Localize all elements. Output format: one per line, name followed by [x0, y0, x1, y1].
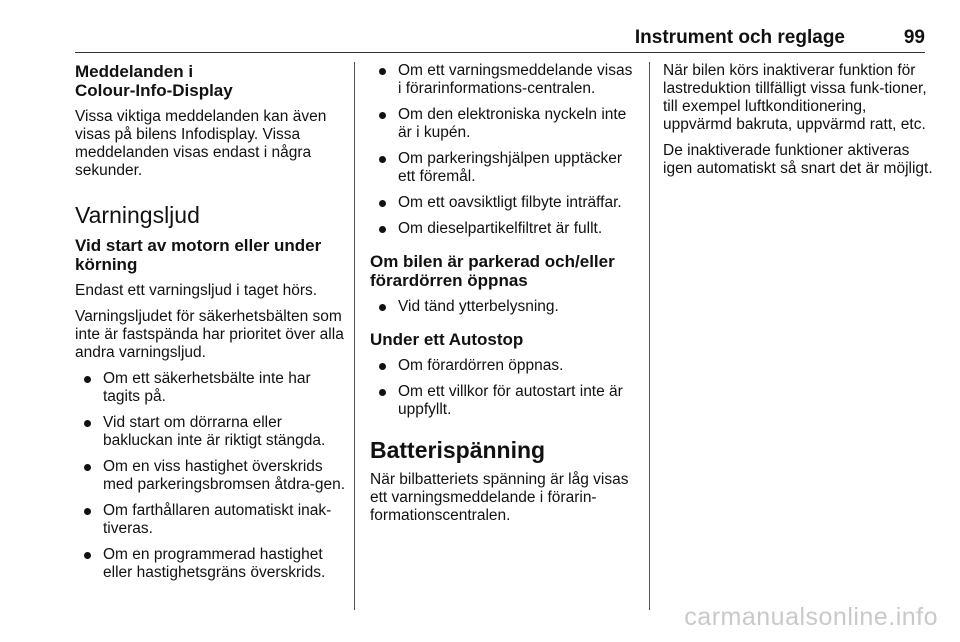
- paragraph-meddelanden: Vissa viktiga meddelanden kan även visas på bilens Infodisplay. Vissa meddelanden visas endast i några sekunder.: [75, 108, 327, 179]
- list-item: Vid start om dörrarna eller bakluckan inte är riktigt stängda.: [75, 414, 347, 450]
- paragraph-aktiveras: De inaktiverade funktioner aktiveras igen automatiskt så snart det är möjligt.: [663, 142, 933, 177]
- list-item: Om ett oavsiktligt filbyte inträffar.: [370, 194, 638, 212]
- list-item: Vid tänd ytterbelysning.: [370, 298, 638, 316]
- paragraph-inaktiverar: När bilen körs inaktiverar funktion för lastreduktion tillfälligt vissa funk-tioner, till exempel luftkonditionering, uppvärmd bakruta, uppvärmd ratt, etc.: [663, 62, 927, 133]
- column-right: [663, 62, 935, 186]
- bullet-list-varningsljud: [75, 370, 347, 582]
- heading-parkerad: Om bilen är parkerad och/eller förardörren öppnas: [370, 252, 615, 290]
- list-item: Om den elektroniska nyckeln inte är i kupén.: [370, 106, 638, 142]
- page-header: [75, 22, 925, 53]
- bullet-icon: [379, 156, 386, 163]
- bullet-icon: [84, 376, 91, 383]
- list-item: Om farthållaren automatiskt inak-tiveras.: [75, 502, 347, 538]
- list-item: Om förardörren öppnas.: [370, 357, 638, 375]
- column-middle: [370, 62, 638, 533]
- heading-vid-start: Vid start av motorn eller under körning: [75, 236, 322, 274]
- bullet-icon: [379, 112, 386, 119]
- bullet-icon: [379, 389, 386, 396]
- heading-meddelanden: Meddelanden i Colour-Info-Display: [75, 62, 233, 100]
- list-item: Om ett villkor för autostart inte är uppfyllt.: [370, 383, 638, 419]
- bullet-icon: [379, 304, 386, 311]
- column-divider-right: [649, 62, 650, 610]
- bullet-icon: [379, 363, 386, 370]
- bullet-icon: [379, 200, 386, 207]
- heading-batterispanning: Batterispänning: [370, 437, 546, 463]
- heading-autostop: Under ett Autostop: [370, 330, 524, 349]
- page-number: 99: [903, 27, 925, 48]
- paragraph-batteri: När bilbatteriets spänning är låg visas ett varningsmeddelande i förarin-formationscentralen.: [370, 471, 629, 524]
- bullet-icon: [84, 508, 91, 515]
- list-item: Om en programmerad hastighet eller hastighetsgräns överskrids.: [75, 546, 347, 582]
- bullet-icon: [84, 464, 91, 471]
- bullet-icon: [379, 68, 386, 75]
- list-item: Om en viss hastighet överskrids med parkeringsbromsen åtdra-gen.: [75, 458, 347, 494]
- heading-varningsljud: Varningsljud: [75, 202, 200, 228]
- list-item: Om dieselpartikelfiltret är fullt.: [370, 220, 638, 238]
- bullet-icon: [379, 226, 386, 233]
- list-item: Om parkeringshjälpen upptäcker ett föremål.: [370, 150, 638, 186]
- bullet-list-continued: [370, 62, 638, 238]
- paragraph-endast: Endast ett varningsljud i taget hörs.: [75, 282, 318, 299]
- paragraph-sakerhet: Varningsljudet för säkerhetsbälten som inte är fastspända har prioritet över alla andra varningsljud.: [75, 308, 344, 361]
- watermark: carmanualsonline.info: [684, 603, 938, 631]
- bullet-list-autostop: [370, 357, 638, 419]
- bullet-icon: [84, 420, 91, 427]
- list-item: Om ett säkerhetsbälte inte har tagits på.: [75, 370, 347, 406]
- column-divider-left: [354, 62, 355, 610]
- bullet-list-parkerad: [370, 298, 638, 316]
- chapter-title: Instrument och reglage: [634, 27, 845, 48]
- list-item: Om ett varningsmeddelande visas i förarinformations-centralen.: [370, 62, 638, 98]
- bullet-icon: [84, 552, 91, 559]
- column-left: [75, 62, 347, 590]
